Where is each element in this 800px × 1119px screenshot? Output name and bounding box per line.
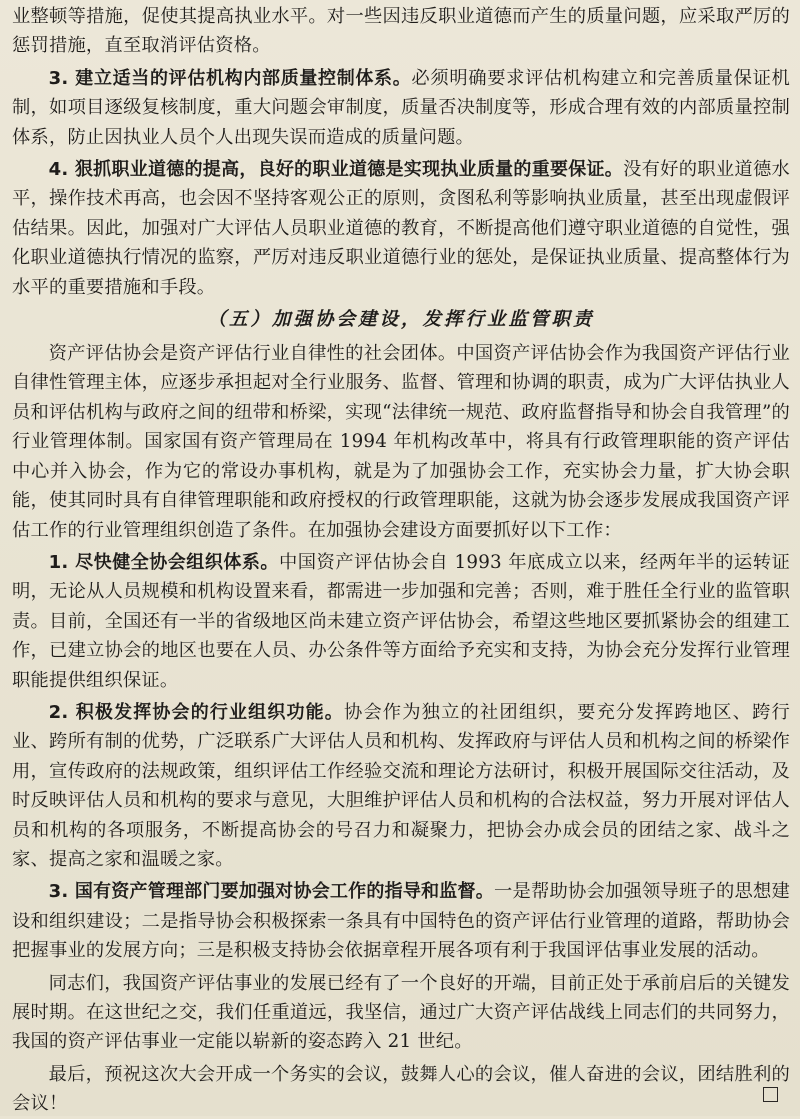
paragraph-lead: 4. 狠抓职业道德的提高，良好的职业道德是实现执业质量的重要保证。 — [48, 159, 624, 181]
paragraph-lead: 3. 国有资产管理部门要加强对协会工作的指导和监督。 — [48, 881, 494, 903]
paragraph-continuation — [12, 2, 790, 61]
paragraph-item-2-function — [12, 698, 790, 874]
paragraph-text: 一是帮助协会加强领导班子的思想建设和组织建设；二是指导协会积极探索一条具有中国特色的资产评估行业管理的道路，帮助协会把握事业的发展方向；三是积极支持协会依据章程开展各项有利于我国评估事业发展的活动。 — [12, 881, 791, 962]
paragraph-item-3-guidance — [12, 877, 790, 965]
paragraph-comrades — [12, 969, 790, 1057]
paragraph-lead: 2. 积极发挥协会的行业组织功能。 — [48, 701, 344, 723]
section-heading: （五）加强协会建设，发挥行业监管职责 — [207, 309, 595, 331]
paragraph-lead: 3. 建立适当的评估机构内部质量控制体系。 — [48, 67, 412, 89]
paragraph-item-3-quality-control — [12, 64, 790, 152]
paragraph-text: 没有好的职业道德水平，操作技术再高，也会因不坚持客观公正的原则，贪图私利等影响执业质量，甚至出现虚假评估结果。因此，加强对广大评估人员职业道德的教育，不断提高他们遵守职业道德的自觉性，强化职业道德执行情况的监察，严厉对违反职业道德行业的惩处，是保证执业质量、提高整体行为水平的重要措施和手段。 — [12, 159, 790, 298]
paragraph-text: 最后，预祝这次大会开成一个务实的会议，鼓舞人心的会议，催人奋进的会议，团结胜利的会议！ — [12, 1063, 790, 1115]
paragraph-item-1-organization — [12, 548, 790, 695]
paragraph-association-intro — [12, 339, 790, 545]
paragraph-closing — [12, 1060, 790, 1119]
paragraph-item-4-ethics — [12, 155, 790, 302]
paragraph-lead: 1. 尽快健全协会组织体系。 — [48, 551, 279, 573]
paragraph-text: 同志们，我国资产评估事业的发展已经有了一个良好的开端，目前正处于承前启后的关键发展时期。在这世纪之交，我们任重道远，我坚信，通过广大资产评估战线上同志们的共同努力，我国的资产评估事业一定能以崭新的姿态跨入 21 世纪。 — [12, 972, 790, 1053]
paragraph-text: 协会作为独立的社团组织，要充分发挥跨地区、跨行业、跨所有制的优势，广泛联系广大评估人员和机构、发挥政府与评估人员和机构之间的桥梁作用，宣传政府的法规政策，组织评估工作经验交流和理论方法研讨，积极开展国际交往活动，及时反映评估人员和机构的要求与意见，大胆维护评估人员和机构的合法权益，努力开展对评估人员和机构的各项服务，不断提高协会的号召力和凝聚力，把协会办成会员的团结之家、战斗之家、提高之家和温暖之家。 — [12, 701, 790, 870]
end-of-article-mark — [763, 1087, 778, 1102]
paragraph-text: 必须明确要求评估机构建立和完善质量保证机制，如项目逐级复核制度，重大问题会审制度，质量否决制度等，形成合理有效的内部质量控制体系，防止因执业人员个人出现失误而造成的质量问题。 — [12, 67, 791, 148]
paragraph-text: 业整顿等措施，促使其提高执业水平。对一些因违反职业道德而产生的质量问题，应采取严厉的惩罚措施，直至取消评估资格。 — [12, 6, 790, 57]
paragraph-text: 中国资产评估协会自 1993 年底成立以来，经两年半的运转证明，无论从人员规模和机构设置来看，都需进一步加强和完善；否则，难于胜任全行业的监管职责。目前，全国还有一半的省级地区尚未建立资产评估协会，希望这些地区要抓紧协会的组建工作，已建立协会的地区也要在人员、办公条件等方面给予充实和支持，为协会充分发挥行业管理职能提供组织保证。 — [12, 551, 790, 691]
paragraph-text: 资产评估协会是资产评估行业自律性的社会团体。中国资产评估协会作为我国资产评估行业自律性管理主体，应逐步承担起对全行业服务、监督、管理和协调的职责，成为广大评估执业人员和评估机构与政府之间的纽带和桥梁，实现“法律统一规范、政府监督指导和协会自我管理”的行业管理体制。国家国有资产管理局在 1994 年机构改革中，将具有行政管理职能的资产评估中心并入协会，作为它的常设办事机构，就是为了加强协会工作，充实协会力量，扩大协会职能，使其同时具有自律管理职能和政府授权的行政管理职能，这就为协会逐步发展成我国资产评估工作的行业管理组织创造了条件。在加强协会建设方面要抓好以下工作： — [12, 343, 790, 541]
